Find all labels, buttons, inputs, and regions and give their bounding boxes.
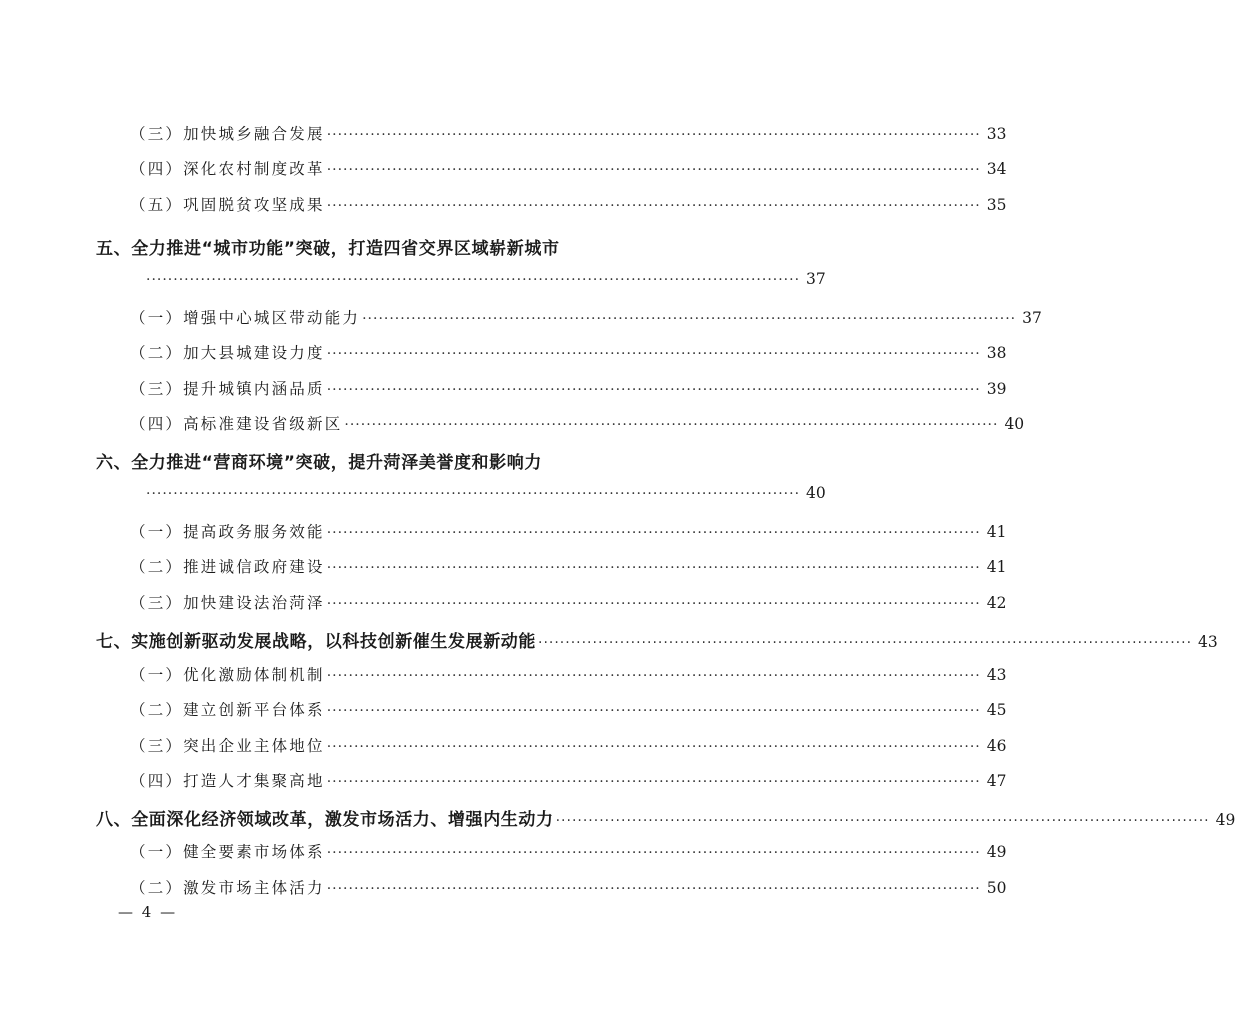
toc-page-number: 34	[986, 160, 1007, 178]
dot-leader: ························································································································	[326, 881, 981, 897]
toc-entry	[130, 876, 1007, 898]
page-number-footer: — 4 —	[118, 903, 178, 921]
toc-entry-title: （一）优化激励体制机制	[130, 666, 325, 684]
toc-entry	[130, 306, 1042, 328]
toc-continuation	[146, 270, 826, 288]
toc-page-number: 38	[986, 344, 1007, 362]
toc-entry-title: （一）提高政务服务效能	[130, 523, 325, 541]
toc-entry-title: （五）巩固脱贫攻坚成果	[130, 196, 325, 214]
toc-entry-title: （二）推进诚信政府建设	[130, 558, 325, 576]
dot-leader: ························································································································	[326, 162, 981, 178]
toc-heading	[96, 448, 630, 473]
toc-entry-title: 六、全力推进“营商环境”突破，提升菏泽美誉度和影响力	[96, 453, 542, 473]
dot-leader: ························································································································	[326, 127, 981, 143]
dot-leader: ························································································································	[146, 272, 801, 288]
toc-entry	[130, 591, 1007, 613]
dot-leader: ························································································································	[326, 198, 981, 214]
toc-entry	[130, 769, 1007, 791]
dot-leader: ························································································································	[326, 525, 981, 541]
toc-page-number: 43	[986, 666, 1007, 684]
toc-entry	[130, 193, 1007, 215]
toc-entry	[130, 663, 1007, 685]
toc-entry-title: （三）提升城镇内涵品质	[130, 380, 325, 398]
toc-entry-title: （三）加快建设法治菏泽	[130, 594, 325, 612]
dot-leader: ························································································································	[326, 703, 981, 719]
toc-entry	[130, 520, 1007, 542]
toc-entry	[130, 341, 1007, 363]
toc-page-number: 33	[986, 125, 1007, 143]
dot-leader: ························································································································	[326, 739, 981, 755]
toc-page-number: 47	[986, 772, 1007, 790]
toc-page-number: 49	[986, 843, 1007, 861]
dot-leader: ························································································································	[326, 346, 981, 362]
toc-entry-title: （一）增强中心城区带动能力	[130, 309, 361, 327]
toc-entry-title: （二）加大县城建设力度	[130, 344, 325, 362]
toc-entry-title: 五、全力推进“城市功能”突破，打造四省交界区域崭新城市	[96, 239, 560, 259]
toc-page-number: 37	[1022, 309, 1042, 327]
dot-leader: ························································································································	[326, 668, 981, 684]
toc-entry-title: （三）突出企业主体地位	[130, 737, 325, 755]
toc-entry	[130, 698, 1007, 720]
dot-leader: ························································································································	[362, 311, 1017, 327]
dot-leader: ························································································································	[326, 382, 981, 398]
toc-page-number: 43	[1198, 633, 1218, 651]
toc-page-number: 49	[1215, 811, 1235, 829]
dot-leader: ························································································································	[326, 774, 981, 790]
toc-heading	[96, 805, 1235, 830]
toc-entry	[130, 840, 1007, 862]
toc-page-number: 41	[986, 558, 1007, 576]
toc-continuation	[146, 484, 826, 502]
toc-page-number: 46	[986, 737, 1007, 755]
toc-entry-title: （四）深化农村制度改革	[130, 160, 325, 178]
toc-entry	[130, 122, 1007, 144]
toc-entry-title: （四）高标准建设省级新区	[130, 415, 343, 433]
dot-leader: ························································································································	[555, 813, 1210, 829]
toc-page-number: 50	[986, 879, 1007, 897]
dot-leader: ························································································································	[326, 845, 981, 861]
toc-page-number: 37	[806, 270, 826, 288]
toc-entry-title: （二）建立创新平台体系	[130, 701, 325, 719]
toc-entry-title: 八、全面深化经济领域改革，激发市场活力、增强内生动力	[96, 810, 554, 830]
toc-page-number: 40	[1004, 415, 1025, 433]
toc-page-number: 42	[986, 594, 1007, 612]
toc-entry-title: 七、实施创新驱动发展战略，以科技创新催生发展新动能	[96, 632, 536, 652]
toc-entry-title: （一）健全要素市场体系	[130, 843, 325, 861]
toc-entry-title: （二）激发市场主体活力	[130, 879, 325, 897]
toc-entry-title: （三）加快城乡融合发展	[130, 125, 325, 143]
toc-heading	[96, 627, 1218, 652]
toc-page-number: 45	[986, 701, 1007, 719]
toc-entry	[130, 412, 1025, 434]
toc-entry	[130, 377, 1007, 399]
dot-leader: ························································································································	[326, 596, 981, 612]
dot-leader: ························································································································	[538, 635, 1193, 651]
toc-heading	[96, 234, 630, 259]
dot-leader: ························································································································	[326, 560, 981, 576]
toc-page-number: 41	[986, 523, 1007, 541]
toc-entry	[130, 555, 1007, 577]
toc-entry	[130, 734, 1007, 756]
dot-leader: ························································································································	[344, 417, 999, 433]
toc-page-number: 39	[986, 380, 1007, 398]
toc-page-number: 40	[806, 484, 826, 502]
dot-leader: ························································································································	[146, 486, 801, 502]
toc-entry-title: （四）打造人才集聚高地	[130, 772, 325, 790]
toc-page-number: 35	[986, 196, 1007, 214]
toc-entry	[130, 157, 1007, 179]
